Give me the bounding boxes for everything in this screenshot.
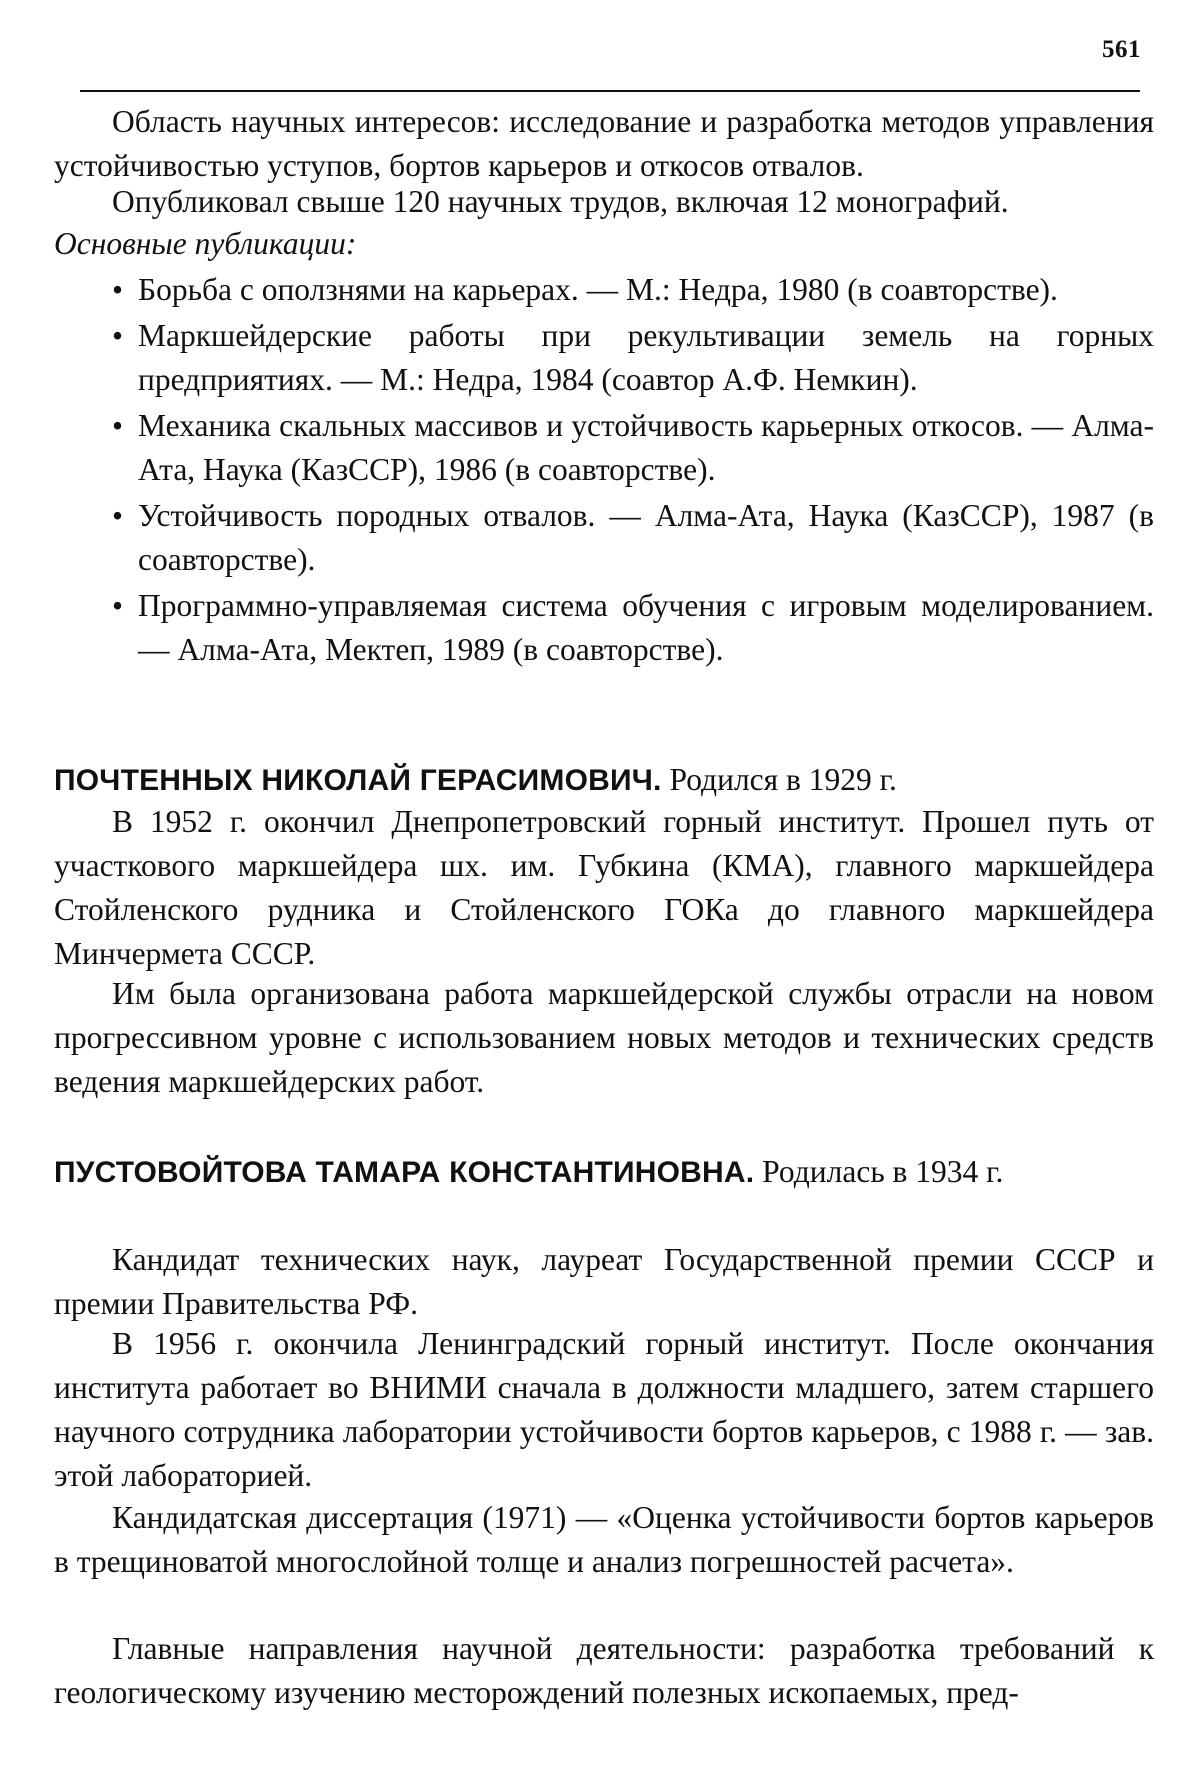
publication-item [112, 268, 1154, 312]
published-paragraph: Опубликовал свыше 120 научных трудов, включая 12 монографий. [54, 180, 1154, 224]
publication-text: Устойчивость породных отвалов. — Алма-Ата, Наука (КазССР), 1987 (в соавторстве). [138, 498, 1154, 577]
page-number: 561 [1102, 36, 1141, 64]
publication-item [112, 404, 1154, 492]
bullet-icon: • [112, 314, 123, 358]
birth-info: Родился в 1929 г. [669, 762, 896, 797]
publication-text: Борьба с оползнями на карьерах. — М.: Недра, 1980 (в соавторстве). [138, 272, 1058, 307]
entry-heading [54, 1150, 1154, 1195]
person-name: ПОЧТЕННЫХ НИКОЛАЙ ГЕРАСИМОВИЧ. [54, 764, 662, 797]
entry-paragraph: В 1956 г. окончила Ленинградский горный институт. После окончания института работает во ВНИМИ сначала в должности младшего, затем старшего научного сотрудника лаборатории устойчивости бортов карьеров, с 1988 г. — зав. этой лабораторией. [54, 1322, 1154, 1498]
header-rule [80, 90, 1140, 92]
entry-paragraph: В 1952 г. окончил Днепропетровский горный институт. Прошел путь от участкового маркшейдера шх. им. Губкина (КМА), главного маркшейдера Стойленского рудника и Стойленского ГОКа до главного маркшейдера Минчермета СССР. [54, 800, 1154, 976]
publications-label: Основные публикации: [54, 222, 1154, 266]
publication-item [112, 494, 1154, 582]
entry-paragraph: Главные направления научной деятельности: разработка требований к геологическому изучению месторождений полезных ископаемых, пред- [54, 1627, 1154, 1715]
person-name: ПУСТОВОЙТОВА ТАМАРА КОНСТАНТИНОВНА. [54, 1156, 754, 1189]
bullet-icon: • [112, 404, 123, 448]
bullet-icon: • [112, 268, 123, 312]
entry-paragraph: Кандидатская диссертация (1971) — «Оценка устойчивости бортов карьеров в трещиноватой многослойной толще и анализ погрешностей расчета». [54, 1496, 1154, 1584]
publication-item [112, 314, 1154, 402]
publication-text: Программно-управляемая система обучения с игровым моделированием. — Алма-Ата, Мектеп, 1989 (в соавторстве). [138, 588, 1154, 667]
publications-list [112, 268, 1154, 674]
bullet-icon: • [112, 494, 123, 538]
publication-text: Механика скальных массивов и устойчивость карьерных откосов. — Алма-Ата, Наука (КазССР), 1986 (в соавторстве). [138, 408, 1154, 487]
entry-heading [54, 758, 1154, 803]
birth-info: Родилась в 1934 г. [762, 1154, 1003, 1189]
entry-paragraph: Кандидат технических наук, лауреат Государственной премии СССР и премии Правительства РФ. [54, 1238, 1154, 1326]
publication-text: Маркшейдерские работы при рекультивации земель на горных предприятиях. — М.: Недра, 1984 (соавтор А.Ф. Немкин). [138, 318, 1154, 397]
bullet-icon: • [112, 584, 123, 628]
publication-item [112, 584, 1154, 672]
entry-paragraph: Им была организована работа маркшейдерской службы отрасли на новом прогрессивном уровне с использованием новых методов и технических средств ведения маркшейдерских работ. [54, 972, 1154, 1104]
interests-paragraph: Область научных интересов: исследование и разработка методов управления устойчивостью уступов, бортов карьеров и откосов отвалов. [54, 100, 1154, 188]
